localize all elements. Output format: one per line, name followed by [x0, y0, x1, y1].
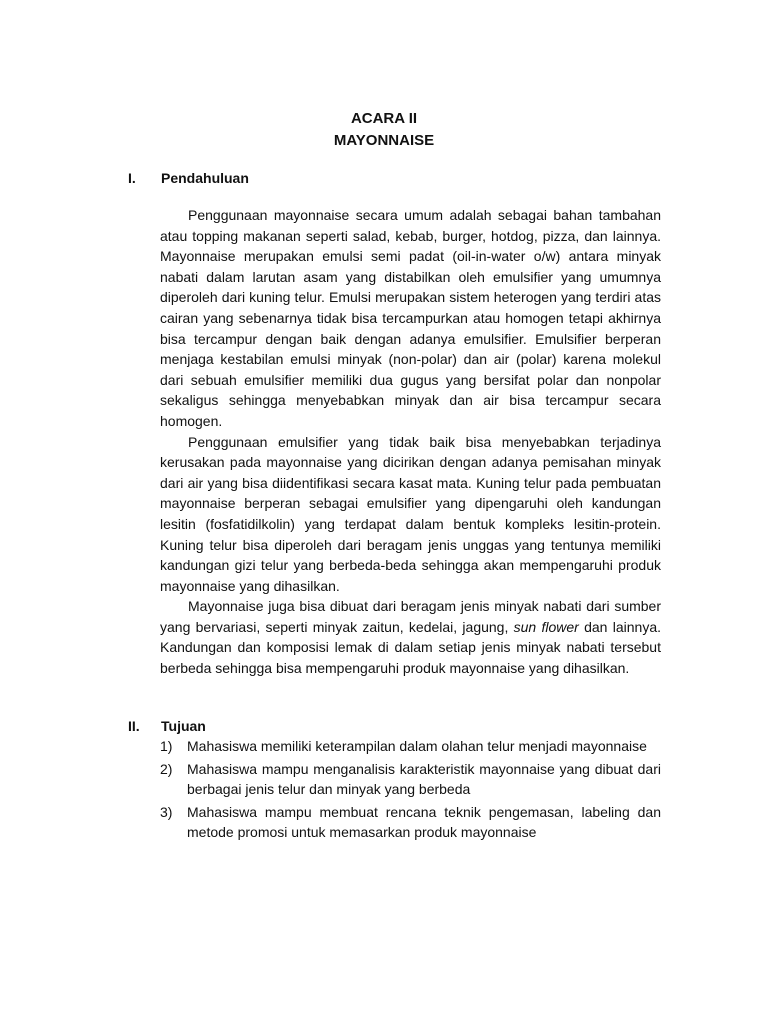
section-body-pendahuluan — [160, 205, 661, 679]
italic-term: sun flower — [513, 618, 579, 635]
section-heading-pendahuluan: Pendahuluan — [161, 170, 249, 186]
list-item-text: Mahasiswa mampu membuat rencana teknik pengemasan, labeling dan metode promosi untuk memasarkan produk mayonnaise — [187, 803, 661, 840]
list-item — [160, 802, 661, 843]
section-number: I. — [128, 170, 136, 186]
paragraph — [160, 596, 661, 678]
paragraph: Penggunaan mayonnaise secara umum adalah sebagai bahan tambahan atau topping makanan seperti salad, kebab, burger, hotdog, pizza, dan lainnya. Mayonnaise merupakan emulsi semi padat (oil-in-water o/w) antara minyak nabati dalam larutan asam yang distabilkan oleh emulsifier yang umumnya diperoleh dari kuning telur. Emulsi merupakan sistem heterogen yang terdiri atas cairan yang sebenarnya tidak bisa tercampurkan atau homogen tetapi akhirnya bisa tercampur dengan baik dengan adanya emulsifier. Emulsifier berperan menjaga kestabilan emulsi minyak (non-polar) dan air (polar) karena molekul dari sebuah emulsifier memiliki dua gugus yang bersifat polar dan nonpolar sekaligus sehingga menyebabkan minyak dan air bisa tercampur secara homogen. — [160, 207, 661, 429]
list-item-number: 1) — [160, 738, 173, 754]
list-item — [160, 736, 661, 757]
goals-list — [160, 736, 661, 845]
list-item — [160, 759, 661, 800]
list-item-text: Mahasiswa memiliki keterampilan dalam olahan telur menjadi mayonnaise — [187, 738, 647, 754]
section-number: II. — [128, 718, 140, 734]
list-item-number: 2) — [160, 760, 173, 777]
paragraph-text: Mayonnaise juga bisa dibuat dari beragam jenis minyak nabati dari sumber yang bervariasi, seperti minyak zaitun, kedelai, jagung, — [160, 598, 661, 635]
list-item-number: 3) — [160, 803, 173, 820]
list-item-text: Mahasiswa mampu menganalisis karakteristik mayonnaise yang dibuat dari berbagai jenis telur dan minyak yang berbeda — [187, 760, 661, 797]
document-title: ACARA II — [350, 110, 418, 127]
paragraph-text: dan lainnya. Kandungan dan komposisi lemak di dalam setiap jenis minyak nabati tersebut berbeda sehingga bisa mempengaruhi produk mayonnaise yang dihasilkan. — [160, 618, 661, 677]
section-heading-tujuan: Tujuan — [161, 718, 206, 734]
paragraph: Penggunaan emulsifier yang tidak baik bisa menyebabkan terjadinya kerusakan pada mayonnaise yang dicirikan dengan adanya pemisahan minyak dari air yang bisa diidentifikasi secara kasat mata. Kuning telur pada pembuatan mayonnaise berperan sebagai emulsifier yang dipengaruhi oleh kandungan lesitin (fosfatidilkolin) yang terdapat dalam bentuk kompleks lesitin-protein. Kuning telur bisa diperoleh dari beragam jenis unggas yang tentunya memiliki kandungan gizi telur yang berbeda-beda sehingga akan mempengaruhi produk mayonnaise yang dihasilkan. — [160, 433, 661, 594]
document-subtitle: MAYONNAISE — [333, 132, 435, 149]
